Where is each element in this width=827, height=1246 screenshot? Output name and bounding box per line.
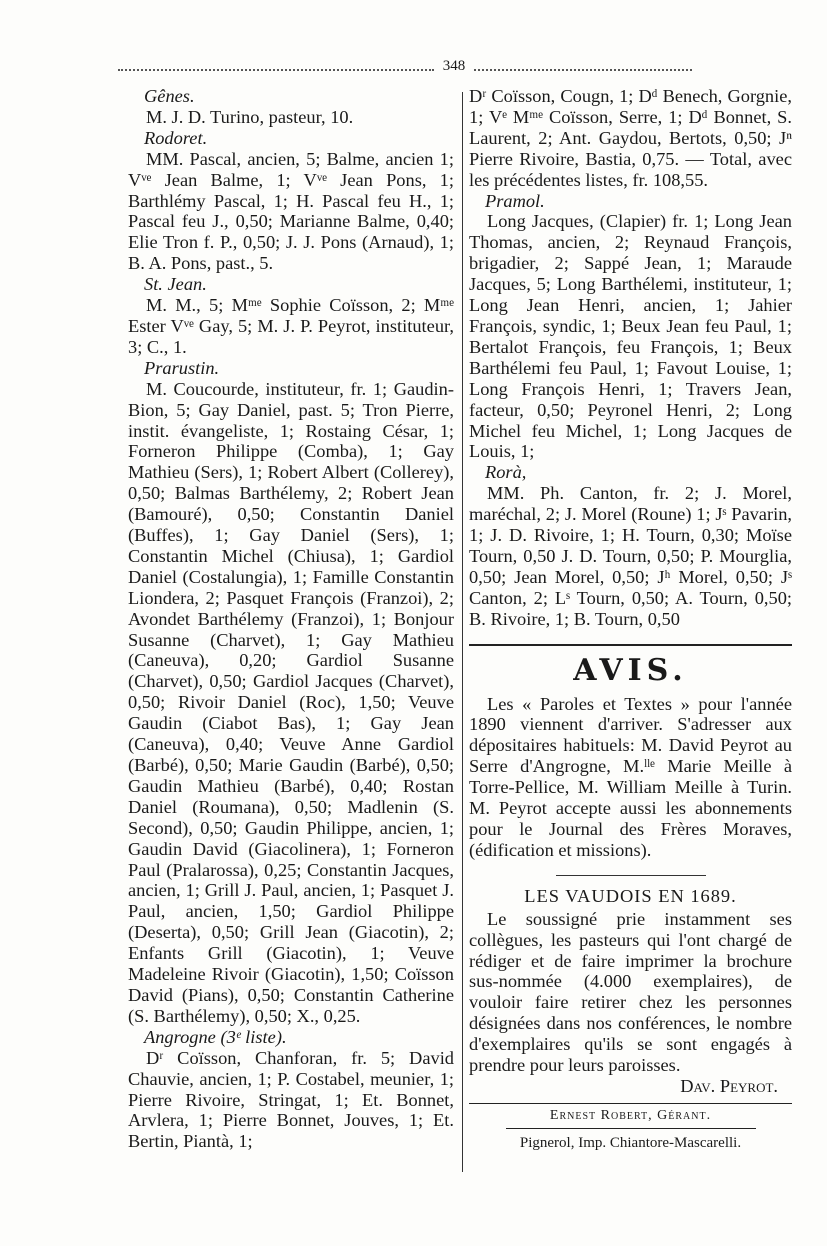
column-divider bbox=[462, 92, 463, 1172]
section-heading-prarustin: Prarustin. bbox=[144, 357, 220, 378]
vaudois-rule bbox=[556, 875, 706, 876]
entry-prarustin: M. Coucourde, instituteur, fr. 1; Gaudin-Bion, 5; Gay Daniel, past. 5; Tron Pierre, instit. évangeliste, 1; Rostaing César, 1; Forneron Philippe (Comba), 1; Gay Mathieu (Sers), 1; Robert Albert (Collerey), 0,50; Balmas Barthélemy, 2; Robert Jean (Bamouré), 0,50; Constantin Daniel (Buffes), 1; Gay Daniel (Sers), 1; Constantin Michel (Chiusa), 1; Gardiol Daniel (Costalungia), 1; Famille Constantin Liondera, 2; Pasquet François (Franzoi), 2; Avondet Barthélemy (Franzoi), 1; Bonjour Susanne (Charvet), 1; Gay Mathieu (Caneuva), 0,20; Gardiol Susanne (Charvet), 0,50; Gardiol Jacques (Charvet), 0,50; Rivoir Daniel (Roc), 1,50; Veuve Gaudin (Ciabot Bas), 1; Gay Jean (Caneuva), 0,40; Veuve Anne Gardiol (Barbé), 0,50; Marie Gaudin (Barbé), 0,50; Gaudin Mathieu (Barbé), 0,40; Rostan Daniel (Roumana), 0,50; Madlenin (S. Second), 0,50; Gaudin Philippe, ancien, 1; Gaudin David (Giacolinera), 1; Forneron Paul (Pralarossa), 0,25; Constantin Jacques, ancien, 1; Grill J. Paul, ancien, 1; Pasquet J. Paul, ancien, 1,50; Gardiol Philippe (Deserta), 0,50; Grill Jean (Giacotin), 2; Enfants Grill (Giacotin), 1; Veuve Madeleine Rivoir (Giacotin), 1,50; Coïsson David (Pians), 0,50; Constantin Catherine (S. Barthélemy), 0,50; X., 0,25. bbox=[128, 378, 454, 1026]
section-heading-rodoret: Rodoret. bbox=[144, 127, 208, 148]
avis-title: AVIS. bbox=[573, 652, 688, 688]
section-heading-st-jean: St. Jean. bbox=[144, 274, 207, 295]
section-heading-rora: Rorà, bbox=[485, 462, 527, 483]
vaudois-text: Le soussigné prie instamment ses collègues, les pasteurs qui l'ont chargé de rédiger et de faire imprimer la brochure sus-nommée (4.000 exemplaires), de vouloir faire retirer chez les personnes désignées dans nos conférences, le nombre d'exemplaires qu'ils se sont engagés à prendre pour leurs paroisses. bbox=[469, 908, 792, 1076]
section-heading-angrogne: Angrogne (3ᵉ liste). bbox=[144, 1026, 287, 1047]
page-number: 348 bbox=[442, 58, 466, 74]
footer-rule bbox=[469, 1103, 792, 1104]
entry-pramol: Long Jacques, (Clapier) fr. 1; Long Jean Thomas, ancien, 2; Reynaud François, brigadier, 2; Sappé Jean, 1; Maraude Jacques, 5; Long Barthélemi, instituteur, 1; Long Jean Henri, ancien, 1; Jahier François, syndic, 1; Beux Jean feu Paul, 1; Bertalot François, feu François, 1; Beux Barthélemi feu Paul, 1; Favout Louise, 1; Long François Henri, 1; Travers Jean, facteur, 0,50; Peyronel Henri, 2; Long Michel feu Michel, 1; Long Jacques de Louis, 1; bbox=[469, 211, 792, 462]
entry-genes: M. J. D. Turino, pasteur, 10. bbox=[146, 106, 354, 127]
entry-angrogne: Dʳ Coïsson, Chanforan, fr. 5; David Chauvie, ancien, 1; P. Costabel, meunier, 1; Pierre Rivoire, Stringat, 1; Et. Bonnet, Arvlera, 1; Pierre Bonnet, Jouves, 1; Et. Bertin, Piantà, 1; bbox=[128, 1047, 454, 1152]
header-rule-left bbox=[118, 69, 434, 71]
entry-st-jean: M. M., 5; Mᵐᵉ Sophie Coïsson, 2; Mᵐᵉ Ester Vᵛᵉ Gay, 5; M. J. P. Peyrot, instituteur, 3; C., 1. bbox=[128, 295, 454, 357]
section-heading-genes: Gênes. bbox=[144, 86, 195, 106]
entry-rodoret: MM. Pascal, ancien, 5; Balme, ancien 1; Vᵛᵉ Jean Balme, 1; Vᵛᵉ Jean Pons, 1; Barthlémy Pascal, 1; H. Pascal feu H., 1; Pascal feu J., 0,50; Marianne Balme, 0,40; Elie Tron f. P., 0,50; J. J. Pons (Arnaud), 1; B. A. Pons, past., 5. bbox=[128, 148, 454, 274]
right-column bbox=[469, 86, 792, 1153]
gerant-line: Ernest Robert, Gérant. bbox=[549, 1107, 712, 1123]
entry-rora: MM. Ph. Canton, fr. 2; J. Morel, maréchal, 2; J. Morel (Roune) 1; Jˢ Pavarin, 1; J. D. Rivoire, 1; H. Tourn, 0,30; Moïse Tourn, 0,50 J. D. Tourn, 0,50; P. Mourglia, 0,50; Jean Morel, 0,50; Jʰ Morel, 0,50; Jˢ Canton, 2; Lˢ Tourn, 0,50; A. Tourn, 0,50; B. Rivoire, 1; B. Tourn, 0,50 bbox=[469, 483, 792, 629]
vaudois-title: LES VAUDOIS EN 1689. bbox=[524, 885, 737, 906]
avis-rule bbox=[469, 644, 792, 646]
avis-text: Les « Paroles et Textes » pour l'année 1890 viennent d'arriver. S'adresser aux dépositaires habituels: M. David Peyrot au Serre d'Angrogne, M.ˡˡᵉ Marie Meille à Torre-Pellice, M. William Meille à Turin. M. Peyrot accepte aussi les abonnements pour le Journal des Frères Moraves, (édification et missions). bbox=[469, 693, 792, 860]
left-column bbox=[128, 86, 454, 1152]
printer-line: Pignerol, Imp. Chiantore-Mascarelli. bbox=[519, 1134, 742, 1151]
entry-angrogne-continued: Dʳ Coïsson, Cougn, 1; Dᵈ Benech, Gorgnie, 1; Vᵉ Mᵐᵉ Coïsson, Serre, 1; Dᵈ Bonnet, S. Laurent, 2; Ant. Gaydou, Bertots, 0,50; Jⁿ Pierre Rivoire, Bastia, 0,75. — Total, avec les précédentes listes, fr. 108,55. bbox=[469, 86, 792, 190]
vaudois-signature: Dav. Peyrot. bbox=[680, 1075, 778, 1096]
section-heading-pramol: Pramol. bbox=[485, 190, 545, 211]
footer-rule-short bbox=[506, 1128, 756, 1129]
page-header bbox=[118, 58, 693, 80]
header-rule-right bbox=[474, 69, 692, 71]
